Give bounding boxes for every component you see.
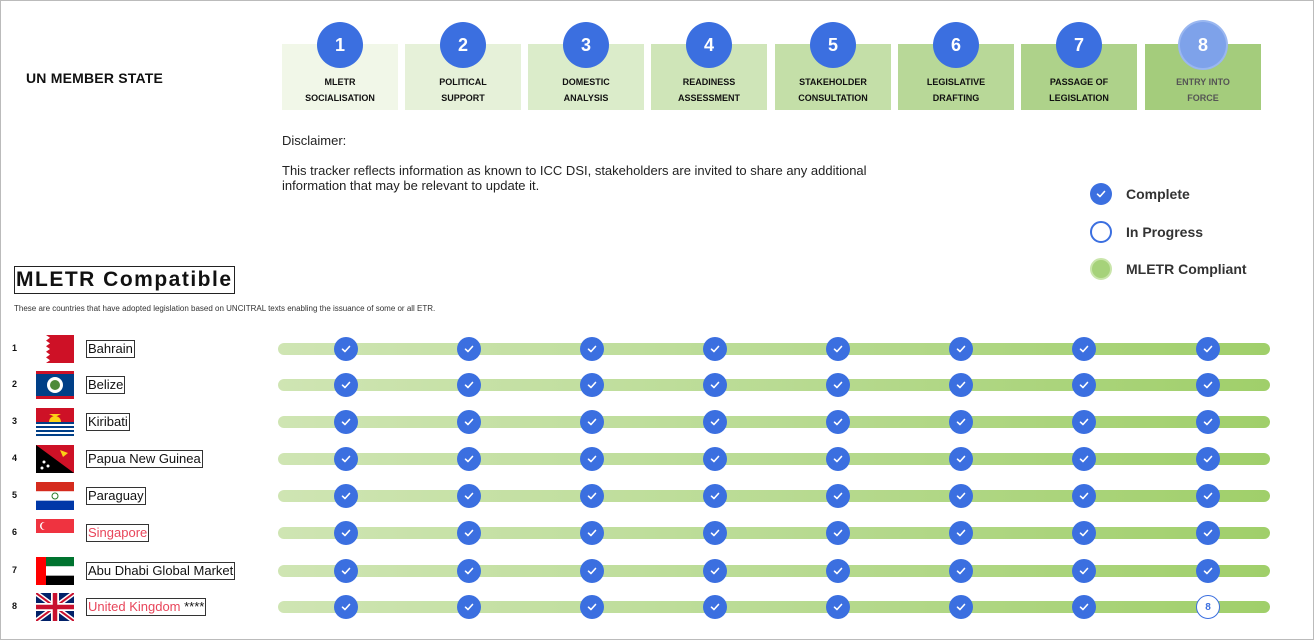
progress-track bbox=[278, 565, 1270, 577]
country-name-link[interactable] bbox=[86, 562, 235, 580]
stage-label-line-1: DOMESTIC bbox=[562, 77, 610, 87]
stage-label-line-2: ANALYSIS bbox=[563, 93, 609, 103]
check-icon bbox=[1196, 447, 1220, 471]
check-icon bbox=[703, 373, 727, 397]
singapore-flag bbox=[36, 519, 74, 547]
check-icon bbox=[949, 595, 973, 619]
png-flag bbox=[36, 445, 74, 473]
check-icon bbox=[580, 447, 604, 471]
country-rank: 2 bbox=[12, 379, 18, 389]
check-icon bbox=[826, 337, 850, 361]
check-icon bbox=[826, 559, 850, 583]
country-rank: 1 bbox=[12, 343, 18, 353]
stage-7 bbox=[1021, 34, 1137, 110]
check-icon bbox=[826, 373, 850, 397]
check-icon bbox=[334, 373, 358, 397]
section-title: MLETR Compatible bbox=[14, 266, 235, 294]
country-name-link[interactable] bbox=[86, 598, 206, 616]
check-icon bbox=[1196, 521, 1220, 545]
check-icon bbox=[1196, 484, 1220, 508]
check-icon bbox=[1196, 559, 1220, 583]
progress-track bbox=[278, 416, 1270, 428]
check-icon bbox=[1072, 410, 1096, 434]
check-icon bbox=[1196, 410, 1220, 434]
check-icon bbox=[457, 559, 481, 583]
check-icon bbox=[703, 559, 727, 583]
country-row bbox=[0, 444, 1314, 474]
country-name-suffix: **** bbox=[184, 599, 205, 614]
stage-number-badge: 2 bbox=[440, 22, 486, 68]
check-icon bbox=[1196, 373, 1220, 397]
check-icon bbox=[457, 447, 481, 471]
check-icon bbox=[949, 484, 973, 508]
belize-flag bbox=[36, 371, 74, 399]
legend-compliant-label: MLETR Compliant bbox=[1126, 261, 1247, 277]
check-icon bbox=[1072, 447, 1096, 471]
stage-label-line-2: SUPPORT bbox=[441, 93, 485, 103]
check-icon bbox=[457, 337, 481, 361]
country-rank: 3 bbox=[12, 416, 18, 426]
stage-label-line-2: FORCE bbox=[1187, 93, 1219, 103]
country-name: Singapore bbox=[88, 525, 148, 540]
country-name: Paraguay bbox=[88, 488, 144, 503]
green-circle-icon bbox=[1090, 258, 1112, 280]
check-icon bbox=[826, 521, 850, 545]
section-subtitle: These are countries that have adopted legislation based on UNCITRAL texts enabling the issuance of some or all ETR. bbox=[14, 304, 436, 313]
check-icon bbox=[826, 484, 850, 508]
country-name-link[interactable] bbox=[86, 413, 130, 431]
check-icon bbox=[580, 559, 604, 583]
country-row bbox=[0, 592, 1314, 622]
empty-circle-icon bbox=[1090, 221, 1112, 243]
check-icon bbox=[457, 373, 481, 397]
stage-number-badge: 5 bbox=[810, 22, 856, 68]
check-icon bbox=[1072, 337, 1096, 361]
stage-4 bbox=[651, 34, 767, 110]
check-icon bbox=[949, 337, 973, 361]
uk-flag bbox=[36, 593, 74, 621]
paraguay-flag bbox=[36, 482, 74, 510]
check-icon bbox=[1072, 484, 1096, 508]
country-name-link[interactable] bbox=[86, 340, 135, 358]
stage-label-line-1: STAKEHOLDER bbox=[799, 77, 867, 87]
country-row bbox=[0, 370, 1314, 400]
stage-label-line-1: PASSAGE OF bbox=[1049, 77, 1109, 87]
check-icon bbox=[580, 410, 604, 434]
stage-number-badge: 1 bbox=[317, 22, 363, 68]
check-icon bbox=[1196, 337, 1220, 361]
disclaimer-heading: Disclaimer: bbox=[282, 133, 347, 148]
stage-2 bbox=[405, 34, 521, 110]
country-name: United Kingdom bbox=[88, 599, 181, 614]
check-icon bbox=[334, 410, 358, 434]
check-icon bbox=[826, 410, 850, 434]
in-progress-marker: 8 bbox=[1196, 595, 1220, 619]
check-icon bbox=[580, 595, 604, 619]
check-icon bbox=[949, 559, 973, 583]
country-rank: 7 bbox=[12, 565, 18, 575]
stage-1 bbox=[282, 34, 398, 110]
stage-8 bbox=[1145, 34, 1261, 110]
country-name: Abu Dhabi Global Market bbox=[88, 563, 234, 578]
legend-in-progress-label: In Progress bbox=[1126, 224, 1204, 240]
stage-label-line-1: READINESS bbox=[682, 77, 736, 87]
check-icon bbox=[580, 337, 604, 361]
stage-label-line-2: DRAFTING bbox=[932, 93, 980, 103]
check-icon bbox=[703, 410, 727, 434]
check-icon bbox=[334, 484, 358, 508]
check-icon bbox=[826, 595, 850, 619]
legend-compliant bbox=[1090, 256, 1247, 282]
country-name: Bahrain bbox=[88, 341, 133, 356]
stage-label-line-1: LEGISLATIVE bbox=[926, 77, 986, 87]
stage-label bbox=[651, 74, 767, 106]
check-icon bbox=[1072, 521, 1096, 545]
disclaimer-line-1: This tracker reflects information as known to ICC DSI, stakeholders are invited to share any additional bbox=[282, 163, 867, 178]
member-state-heading: UN MEMBER STATE bbox=[26, 70, 164, 86]
progress-track bbox=[278, 527, 1270, 539]
progress-track bbox=[278, 343, 1270, 355]
check-icon bbox=[949, 410, 973, 434]
check-icon bbox=[580, 484, 604, 508]
country-rank: 5 bbox=[12, 490, 18, 500]
legend-complete-label: Complete bbox=[1126, 186, 1190, 202]
country-rank: 6 bbox=[12, 527, 18, 537]
country-name: Belize bbox=[88, 377, 124, 392]
check-icon bbox=[1072, 595, 1096, 619]
stage-label-line-2: ASSESSMENT bbox=[677, 93, 740, 103]
check-icon bbox=[703, 484, 727, 508]
stage-label bbox=[1021, 74, 1137, 106]
country-row bbox=[0, 407, 1314, 437]
progress-track bbox=[278, 490, 1270, 502]
stage-6 bbox=[898, 34, 1014, 110]
country-rank: 4 bbox=[12, 453, 18, 463]
bahrain-flag bbox=[36, 335, 74, 363]
stage-number-badge: 7 bbox=[1056, 22, 1102, 68]
stage-label-line-2: CONSULTATION bbox=[798, 93, 868, 103]
stage-label bbox=[775, 74, 891, 106]
progress-track bbox=[278, 601, 1270, 613]
stage-number-badge: 4 bbox=[686, 22, 732, 68]
legend-complete bbox=[1090, 181, 1190, 207]
stage-label bbox=[528, 74, 644, 106]
check-icon bbox=[1072, 373, 1096, 397]
country-row bbox=[0, 481, 1314, 511]
check-icon bbox=[1072, 559, 1096, 583]
check-icon bbox=[949, 521, 973, 545]
country-row bbox=[0, 334, 1314, 364]
check-icon bbox=[826, 447, 850, 471]
check-icon bbox=[1090, 183, 1112, 205]
stage-label bbox=[405, 74, 521, 106]
stage-number-badge: 3 bbox=[563, 22, 609, 68]
stage-5 bbox=[775, 34, 891, 110]
check-icon bbox=[334, 559, 358, 583]
check-icon bbox=[703, 447, 727, 471]
check-icon bbox=[703, 521, 727, 545]
check-icon bbox=[334, 447, 358, 471]
country-name-link[interactable] bbox=[86, 524, 149, 542]
check-icon bbox=[457, 521, 481, 545]
stage-number-badge: 6 bbox=[933, 22, 979, 68]
disclaimer-text bbox=[282, 163, 1022, 193]
check-icon bbox=[334, 595, 358, 619]
country-name: Kiribati bbox=[88, 414, 128, 429]
stage-label-line-1: MLETR bbox=[324, 77, 356, 87]
kiribati-flag bbox=[36, 408, 74, 436]
check-icon bbox=[334, 521, 358, 545]
stage-label-line-2: SOCIALISATION bbox=[305, 93, 375, 103]
country-row bbox=[0, 556, 1314, 586]
stage-3 bbox=[528, 34, 644, 110]
country-name-link[interactable] bbox=[86, 376, 125, 394]
disclaimer-line-2: information that may be relevant to update it. bbox=[282, 178, 540, 193]
stage-label-line-2: LEGISLATION bbox=[1049, 93, 1109, 103]
check-icon bbox=[580, 373, 604, 397]
stage-label-line-1: POLITICAL bbox=[439, 77, 487, 87]
check-icon bbox=[703, 337, 727, 361]
check-icon bbox=[334, 337, 358, 361]
stage-label-line-1: ENTRY INTO bbox=[1176, 77, 1230, 87]
check-icon bbox=[580, 521, 604, 545]
country-name: Papua New Guinea bbox=[88, 451, 201, 466]
legend-in-progress bbox=[1090, 219, 1203, 245]
check-icon bbox=[457, 595, 481, 619]
check-icon bbox=[457, 410, 481, 434]
check-icon bbox=[949, 447, 973, 471]
progress-track bbox=[278, 453, 1270, 465]
uae-flag bbox=[36, 557, 74, 585]
country-name-link[interactable] bbox=[86, 450, 203, 468]
country-name-link[interactable] bbox=[86, 487, 146, 505]
stage-number-badge: 8 bbox=[1180, 22, 1226, 68]
check-icon bbox=[703, 595, 727, 619]
check-icon bbox=[949, 373, 973, 397]
progress-track bbox=[278, 379, 1270, 391]
country-row bbox=[0, 518, 1314, 548]
country-rank: 8 bbox=[12, 601, 18, 611]
stage-label bbox=[898, 74, 1014, 106]
check-icon bbox=[457, 484, 481, 508]
stage-label bbox=[1145, 74, 1261, 106]
stage-label bbox=[282, 74, 398, 106]
